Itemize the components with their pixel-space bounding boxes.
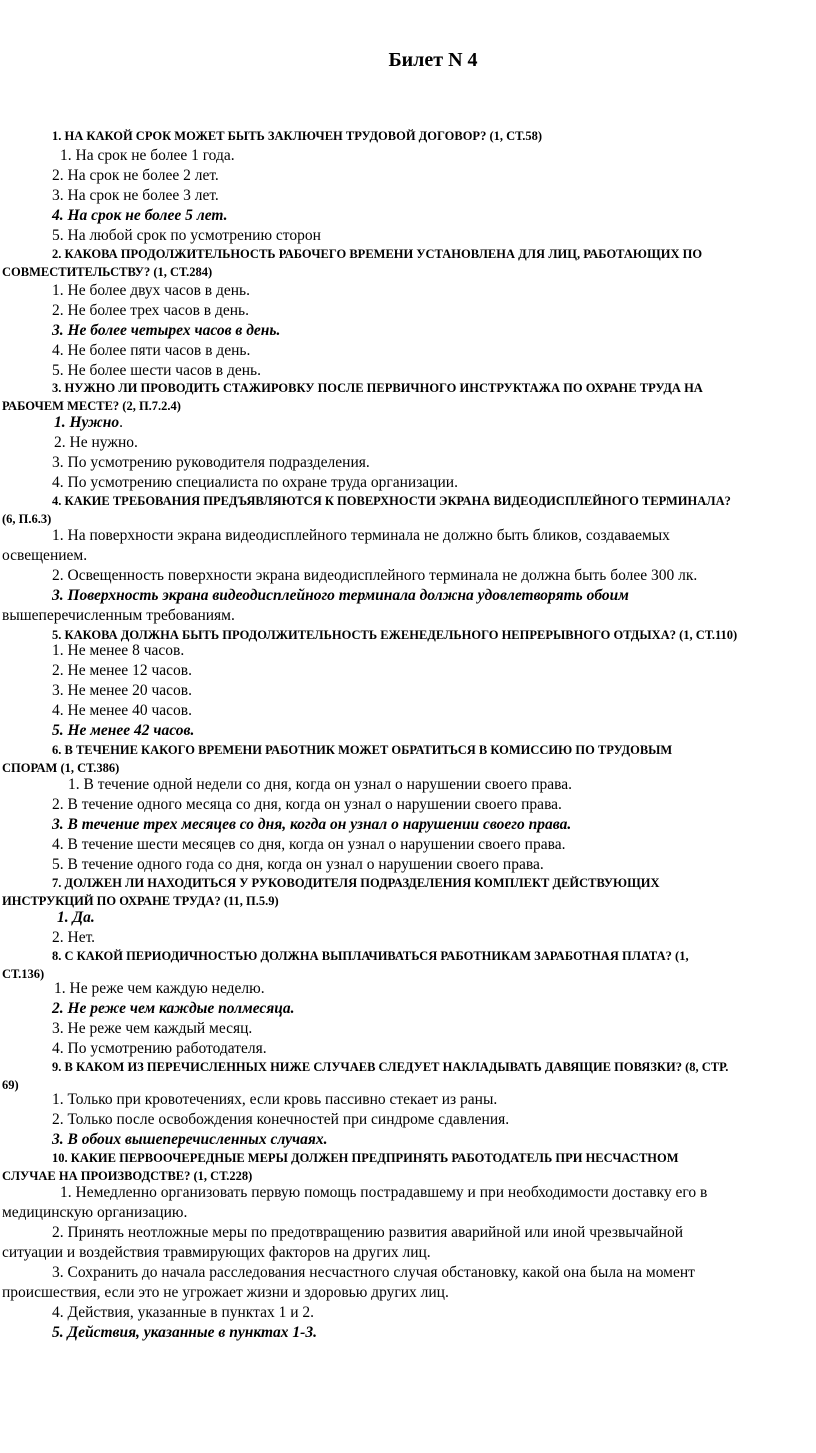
answer-10-1-cont: медицинскую организацию. bbox=[2, 1204, 188, 1221]
question-4-line2: (6, П.6.3) bbox=[2, 512, 52, 526]
question-6 bbox=[2, 741, 814, 777]
question-9-line2: 69) bbox=[2, 1078, 19, 1092]
question-1-text: 1. НА КАКОЙ СРОК МОЖЕТ БЫТЬ ЗАКЛЮЧЕН ТРУДОВОЙ ДОГОВОР? (1, СТ.58) bbox=[52, 129, 543, 143]
answer-2-3-correct: 3. Не более четырех часов в день. bbox=[52, 322, 281, 339]
question-8-line2: СТ.136) bbox=[2, 967, 45, 981]
answer-10-5-correct: 5. Действия, указанные в пунктах 1-3. bbox=[52, 1324, 317, 1341]
answer-3-2: 2. Не нужно. bbox=[54, 434, 138, 451]
answer-6-2: 2. В течение одного месяца со дня, когда он узнал о нарушении своего права. bbox=[52, 796, 562, 813]
answer-2-2: 2. Не более трех часов в день. bbox=[52, 302, 249, 319]
answer-4-1-cont: освещением. bbox=[2, 547, 88, 564]
question-9-line1: 9. В КАКОМ ИЗ ПЕРЕЧИСЛЕННЫХ НИЖЕ СЛУЧАЕВ СЛЕДУЕТ НАКЛАДЫВАТЬ ДАВЯЩИЕ ПОВЯЗКИ? (8, СТР. bbox=[52, 1060, 729, 1074]
answer-9-3-correct: 3. В обоих вышеперечисленных случаях. bbox=[52, 1131, 328, 1148]
answer-1-1: 1. На срок не более 1 года. bbox=[60, 147, 235, 164]
answer-9-2: 2. Только после освобождения конечностей при синдроме сдавления. bbox=[52, 1111, 510, 1128]
question-2-line1: 2. КАКОВА ПРОДОЛЖИТЕЛЬНОСТЬ РАБОЧЕГО ВРЕМЕНИ УСТАНОВЛЕНА ДЛЯ ЛИЦ, РАБОТАЮЩИХ ПО bbox=[52, 247, 703, 261]
question-10 bbox=[2, 1149, 814, 1185]
question-6-line1: 6. В ТЕЧЕНИЕ КАКОГО ВРЕМЕНИ РАБОТНИК МОЖЕТ ОБРАТИТЬСЯ В КОМИССИЮ ПО ТРУДОВЫМ bbox=[52, 743, 673, 757]
answer-9-1: 1. Только при кровотечениях, если кровь пассивно стекает из раны. bbox=[52, 1091, 498, 1108]
answer-4-2: 2. Освещенность поверхности экрана видеодисплейного терминала не должна быть более 300 лк. bbox=[52, 567, 698, 584]
question-7 bbox=[2, 874, 814, 910]
answer-2-5: 5. Не более шести часов в день. bbox=[52, 362, 261, 379]
answer-6-3-correct: 3. В течение трех месяцев со дня, когда он узнал о нарушении своего права. bbox=[52, 816, 572, 833]
question-7-line2: ИНСТРУКЦИЙ ПО ОХРАНЕ ТРУДА? (11, П.5.9) bbox=[2, 894, 279, 908]
answer-6-4: 4. В течение шести месяцев со дня, когда он узнал о нарушении своего права. bbox=[52, 836, 566, 853]
question-3 bbox=[2, 379, 814, 415]
question-2-line2: СОВМЕСТИТЕЛЬСТВУ? (1, СТ.284) bbox=[2, 265, 213, 279]
answer-4-3-correct: 3. Поверхность экрана видеодисплейного терминала должна удовлетворять обоим bbox=[52, 587, 629, 604]
question-4-line1: 4. КАКИЕ ТРЕБОВАНИЯ ПРЕДЪЯВЛЯЮТСЯ К ПОВЕРХНОСТИ ЭКРАНА ВИДЕОДИСПЛЕЙНОГО ТЕРМИНАЛА? bbox=[52, 494, 731, 508]
answer-10-2: 2. Принять неотложные меры по предотвращению развития аварийной или иной чрезвычайной bbox=[52, 1224, 683, 1241]
answer-4-3-cont: вышеперечисленным требованиям. bbox=[2, 607, 235, 624]
answer-3-1 bbox=[2, 413, 816, 433]
answer-3-1-suffix: . bbox=[119, 414, 124, 431]
answer-8-3: 3. Не реже чем каждый месяц. bbox=[52, 1020, 253, 1037]
question-3-line1: 3. НУЖНО ЛИ ПРОВОДИТЬ СТАЖИРОВКУ ПОСЛЕ ПЕРВИЧНОГО ИНСТРУКТАЖА ПО ОХРАНЕ ТРУДА НА bbox=[52, 381, 703, 395]
answer-5-1: 1. Не менее 8 часов. bbox=[52, 642, 185, 659]
answer-1-4-correct: 4. На срок не более 5 лет. bbox=[52, 207, 228, 224]
answer-10-3-cont: происшествия, если это не угрожает жизни и здоровью других лиц. bbox=[2, 1284, 449, 1301]
answer-10-4: 4. Действия, указанные в пунктах 1 и 2. bbox=[52, 1304, 315, 1321]
answer-6-1: 1. В течение одной недели со дня, когда он узнал о нарушении своего права. bbox=[68, 776, 573, 793]
answer-8-2-correct: 2. Не реже чем каждые полмесяца. bbox=[52, 1000, 295, 1017]
question-6-line2: СПОРАМ (1, СТ.386) bbox=[2, 761, 120, 775]
page-title: Билет N 4 bbox=[388, 49, 478, 71]
answer-6-5: 5. В течение одного года со дня, когда он узнал о нарушении своего права. bbox=[52, 856, 544, 873]
answer-5-4: 4. Не менее 40 часов. bbox=[52, 702, 192, 719]
question-10-line2: СЛУЧАЕ НА ПРОИЗВОДСТВЕ? (1, СТ.228) bbox=[2, 1169, 253, 1183]
answer-8-4: 4. По усмотрению работодателя. bbox=[52, 1040, 267, 1057]
answer-3-4: 4. По усмотрению специалиста по охране труда организации. bbox=[52, 474, 458, 491]
answer-4-1: 1. На поверхности экрана видеодисплейного терминала не должно быть бликов, создаваемых bbox=[52, 527, 670, 544]
answer-8-1: 1. Не реже чем каждую неделю. bbox=[54, 980, 265, 997]
question-4 bbox=[2, 492, 814, 528]
answer-1-2: 2. На срок не более 2 лет. bbox=[52, 167, 219, 184]
question-10-line1: 10. КАКИЕ ПЕРВООЧЕРЕДНЫЕ МЕРЫ ДОЛЖЕН ПРЕДПРИНЯТЬ РАБОТОДАТЕЛЬ ПРИ НЕСЧАСТНОМ bbox=[52, 1151, 679, 1165]
question-7-line1: 7. ДОЛЖЕН ЛИ НАХОДИТЬСЯ У РУКОВОДИТЕЛЯ ПОДРАЗДЕЛЕНИЯ КОМПЛЕКТ ДЕЙСТВУЮЩИХ bbox=[52, 876, 660, 890]
answer-5-5-correct: 5. Не менее 42 часов. bbox=[52, 722, 195, 739]
answer-1-3: 3. На срок не более 3 лет. bbox=[52, 187, 219, 204]
question-2 bbox=[2, 245, 814, 281]
question-9 bbox=[2, 1058, 814, 1094]
answer-1-5: 5. На любой срок по усмотрению сторон bbox=[52, 227, 321, 244]
question-5-text: 5. КАКОВА ДОЛЖНА БЫТЬ ПРОДОЛЖИТЕЛЬНОСТЬ ЕЖЕНЕДЕЛЬНОГО НЕПРЕРЫВНОГО ОТДЫХА? (1, СТ.110) bbox=[52, 628, 738, 642]
question-8 bbox=[2, 947, 814, 983]
answer-7-1-correct: 1. Да. bbox=[57, 909, 95, 926]
answer-10-3: 3. Сохранить до начала расследования несчастного случая обстановку, какой она была на момент bbox=[52, 1264, 695, 1281]
question-1 bbox=[2, 127, 814, 145]
answer-7-2: 2. Нет. bbox=[52, 929, 96, 946]
question-8-line1: 8. С КАКОЙ ПЕРИОДИЧНОСТЬЮ ДОЛЖНА ВЫПЛАЧИВАТЬСЯ РАБОТНИКАМ ЗАРАБОТНАЯ ПЛАТА? (1, bbox=[52, 949, 689, 963]
answer-3-1-correct: 1. Нужно bbox=[54, 414, 120, 431]
question-3-line2: РАБОЧЕМ МЕСТЕ? (2, П.7.2.4) bbox=[2, 399, 181, 413]
answer-2-1: 1. Не более двух часов в день. bbox=[52, 282, 250, 299]
answer-5-3: 3. Не менее 20 часов. bbox=[52, 682, 192, 699]
answer-3-3: 3. По усмотрению руководителя подразделения. bbox=[52, 454, 370, 471]
answer-10-2-cont: ситуации и воздействия травмирующих факторов на других лиц. bbox=[2, 1244, 431, 1261]
answer-10-1: 1. Немедленно организовать первую помощь пострадавшему и при необходимости доставку его в bbox=[60, 1184, 708, 1201]
answer-5-2: 2. Не менее 12 часов. bbox=[52, 662, 192, 679]
answer-2-4: 4. Не более пяти часов в день. bbox=[52, 342, 251, 359]
